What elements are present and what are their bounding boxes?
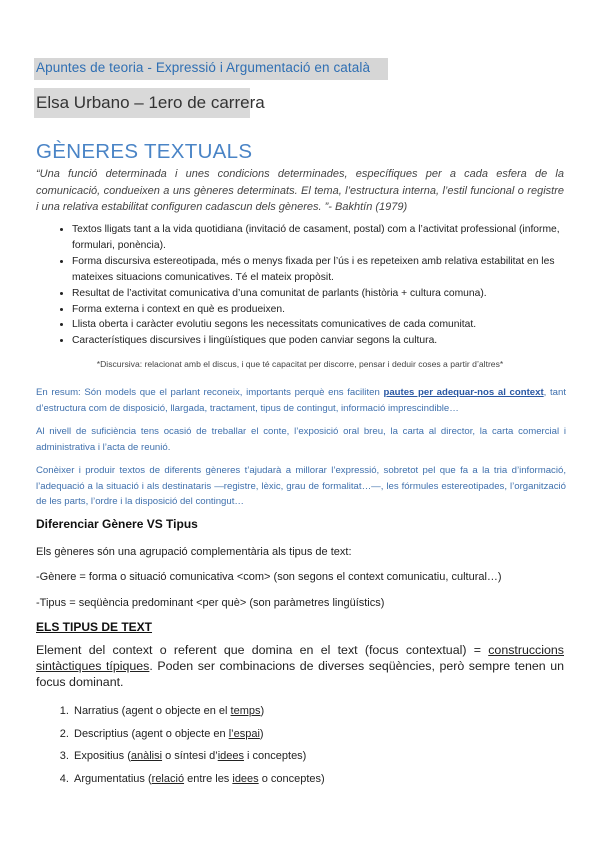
item-text: ) bbox=[259, 727, 264, 740]
title-highlight bbox=[34, 58, 388, 80]
genere-definition: -Gènere = forma o situació comunicativa <com> (son segons el context comunicatiu, cultural…) bbox=[36, 571, 502, 583]
item-text: entre les bbox=[184, 772, 233, 785]
underlined-term: idees bbox=[232, 772, 259, 785]
summary-text: En resum: Són models que el parlant reconeix, importants perquè ens faciliten bbox=[36, 387, 384, 398]
list-item: • Llista oberta i caràcter evolutiu segons les necessitats comunicatives de cada comunitat. bbox=[72, 317, 592, 333]
item-text: o conceptes) bbox=[258, 772, 325, 785]
item-text: i conceptes) bbox=[243, 750, 307, 762]
item-text: Expositius ( bbox=[74, 750, 131, 762]
document-title: Apuntes de teoria - Expressió i Argumentació en català bbox=[36, 60, 371, 75]
text-types-heading: ELS TIPUS DE TEXT bbox=[36, 620, 153, 634]
author-highlight bbox=[34, 88, 265, 118]
paragraph-text: Element del context o referent que domina en el text (focus contextual) = bbox=[36, 643, 489, 657]
author-line: Elsa Urbano – 1ero de carrera bbox=[36, 93, 265, 112]
text-types-list bbox=[54, 700, 572, 790]
bakhtin-quote: “Una funció determinada i unes condicions determinades, específiques per a cada esfera de la comunicació, condueixen a uns gèneres determinats. El tema, l’estructura interna, l’estil funcional o registre i una relativa estabilitat configuren cadascun dels gèneres. ”- Bakhtín (1979) bbox=[36, 168, 564, 213]
list-item: • Textos lligats tant a la vida quotidiana (invitació de casament, postal) com a l’activitat professional (informe, formulari, ponència). bbox=[72, 222, 592, 254]
list-item: • Resultat de l’activitat comunicativa d’una comunitat de parlants (història + cultura comuna). bbox=[72, 286, 592, 302]
section-heading: GÈNERES TEXTUALS bbox=[36, 140, 253, 163]
underlined-term: construccions sintàctiques típiques bbox=[36, 643, 564, 673]
tipus-definition: -Tipus = seqüència predominant <per què> (son paràmetres lingüístics) bbox=[36, 597, 385, 609]
list-item: • Forma externa i context en què es produeixen. bbox=[72, 302, 592, 318]
difference-heading: Diferenciar Gènere VS Tipus bbox=[36, 517, 198, 531]
item-text: o síntesi d’ bbox=[162, 750, 218, 762]
paragraph-text-end: . Poden ser combinacions de diverses seqüències, però sempre tenen un focus dominant. bbox=[36, 659, 564, 689]
list-item-narratius bbox=[72, 700, 572, 723]
underlined-term: idees bbox=[217, 750, 244, 762]
underlined-term: l’espai bbox=[228, 727, 260, 740]
genre-characteristics-list bbox=[52, 222, 592, 349]
context-link[interactable]: pautes per adequar-nos al context bbox=[383, 387, 544, 398]
list-item: • Característiques discursives i lingüístiques que poden canviar segons la cultura. bbox=[72, 333, 592, 349]
list-item-expositius bbox=[72, 745, 572, 768]
underlined-term: temps bbox=[230, 705, 261, 717]
genres-benefit-paragraph: Conèixer i produir textos de diferents gèneres t’ajudarà a millorar l’expressió, sobretot pel que fa a la tria d’informació, l’adequació a la situació i als destinataris —registre, lèxic, grau de formalitat…—, les fórmules estereotipades, l’organització de les parts, l’ordre i la disposició del contingut… bbox=[36, 465, 566, 507]
summary-paragraph bbox=[36, 385, 566, 416]
discursiva-footnote: *Discursiva: relacionat amb el discus, i que té capacitat per discorre, pensar i deduir coses a partir d’altres* bbox=[96, 359, 504, 369]
sufficiency-paragraph: Al nivell de suficiència tens ocasió de treballar el conte, l’exposició oral breu, la carta al director, la carta comercial i administrativa i l’acta de reunió. bbox=[36, 426, 566, 453]
item-text: Argumentatius ( bbox=[74, 772, 152, 785]
list-item: • Forma discursiva estereotipada, més o menys fixada per l’ús i es repeteixen amb relativa estabilitat en les mateixes situacions comunicatives. Té el mateix propòsit. bbox=[72, 254, 592, 286]
list-item-argumentatius bbox=[72, 768, 572, 791]
summary-text-end: , tant d’estructura com de disposició, llargada, tractament, tipus de contingut, informació imprescindible… bbox=[36, 387, 567, 414]
underlined-term: anàlisi bbox=[130, 750, 163, 762]
item-text: Descriptius (agent o objecte en bbox=[74, 727, 229, 740]
underlined-term: relació bbox=[151, 772, 185, 785]
item-text: ) bbox=[260, 705, 265, 717]
item-text: Narratius (agent o objecte en el bbox=[74, 705, 231, 717]
text-types-paragraph bbox=[36, 642, 564, 690]
difference-intro: Els gèneres són una agrupació complementària als tipus de text: bbox=[36, 546, 352, 558]
list-item-descriptius bbox=[72, 723, 572, 746]
